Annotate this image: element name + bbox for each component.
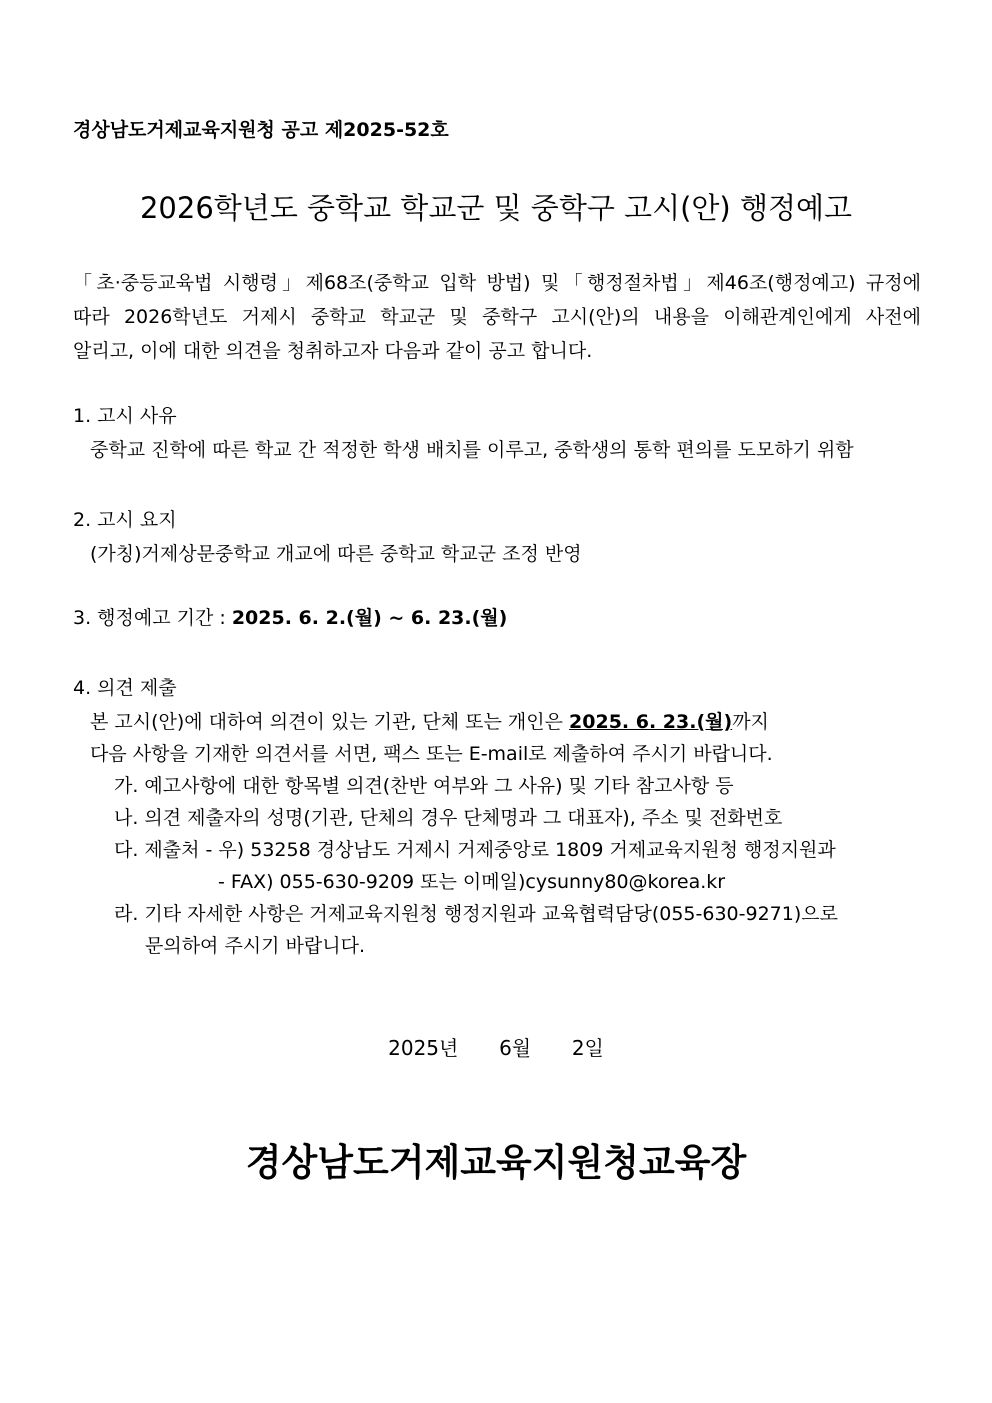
section-1-body: 중학교 진학에 따른 학교 간 적정한 학생 배치를 이루고, 중학생의 통학 편의를 도모하기 위함 <box>90 439 854 461</box>
section-4-line-1-suffix: 까지 <box>732 711 769 733</box>
item-da-fax: - FAX) 055-630-9209 또는 이메일)cysunny80@korea.kr <box>218 871 726 893</box>
item-ga: 가. 예고사항에 대한 항목별 의견(찬반 여부와 그 사유) 및 기타 참고사항 등 <box>114 775 734 797</box>
document-title: 2026학년도 중학교 학교군 및 중학구 고시(안) 행정예고 <box>139 191 853 225</box>
date-year: 2025년 <box>388 1036 459 1060</box>
section-2-heading: 2. 고시 요지 <box>73 509 177 531</box>
deadline-date: 2025. 6. 23.(월) <box>569 711 733 733</box>
section-4-line-1-text: 본 고시(안)에 대하여 의견이 있는 기관, 단체 또는 개인은 <box>90 711 563 733</box>
notice-period: 2025. 6. 2.(월) ~ 6. 23.(월) <box>231 607 508 629</box>
section-3-line <box>73 606 507 630</box>
section-4-line-2: 다음 사항을 기재한 의견서를 서면, 팩스 또는 E-mail로 제출하여 주시기 바랍니다. <box>90 743 773 765</box>
intro-line-3: 알리고, 이에 대한 의견을 청취하고자 다음과 같이 공고 합니다. <box>73 340 593 362</box>
intro-line-1: 「초·중등교육법 시행령」제68조(중학교 입학 방법) 및「행정절차법」제46조(행정예고) 규정에 <box>73 272 921 294</box>
item-ra-cont: 문의하여 주시기 바랍니다. <box>145 935 366 957</box>
section-2-body: (가칭)거제상문중학교 개교에 따른 중학교 학교군 조정 반영 <box>90 543 582 565</box>
section-4-line-1 <box>90 710 769 734</box>
section-3-heading: 3. 행정예고 기간 : <box>73 607 226 629</box>
date-day: 2일 <box>571 1036 604 1060</box>
issuer-signature: 경상남도거제교육지원청교육장 <box>245 1141 747 1184</box>
date-month: 6월 <box>499 1036 532 1060</box>
document-date <box>0 1036 992 1060</box>
intro-line-2: 따라 2026학년도 거제시 중학교 학교군 및 중학구 고시(안)의 내용을 이해관계인에게 사전에 <box>73 306 921 328</box>
item-ra: 라. 기타 자세한 사항은 거제교육지원청 행정지원과 교육협력담당(055-630-9271)으로 <box>114 903 838 925</box>
notice-number: 경상남도거제교육지원청 공고 제2025-52호 <box>73 119 449 141</box>
item-na: 나. 의견 제출자의 성명(기관, 단체의 경우 단체명과 그 대표자), 주소 및 전화번호 <box>114 807 783 829</box>
section-4-heading: 4. 의견 제출 <box>73 677 177 699</box>
section-1-heading: 1. 고시 사유 <box>73 405 177 427</box>
item-da: 다. 제출처 - 우) 53258 경상남도 거제시 거제중앙로 1809 거제교육지원청 행정지원과 <box>114 839 836 861</box>
